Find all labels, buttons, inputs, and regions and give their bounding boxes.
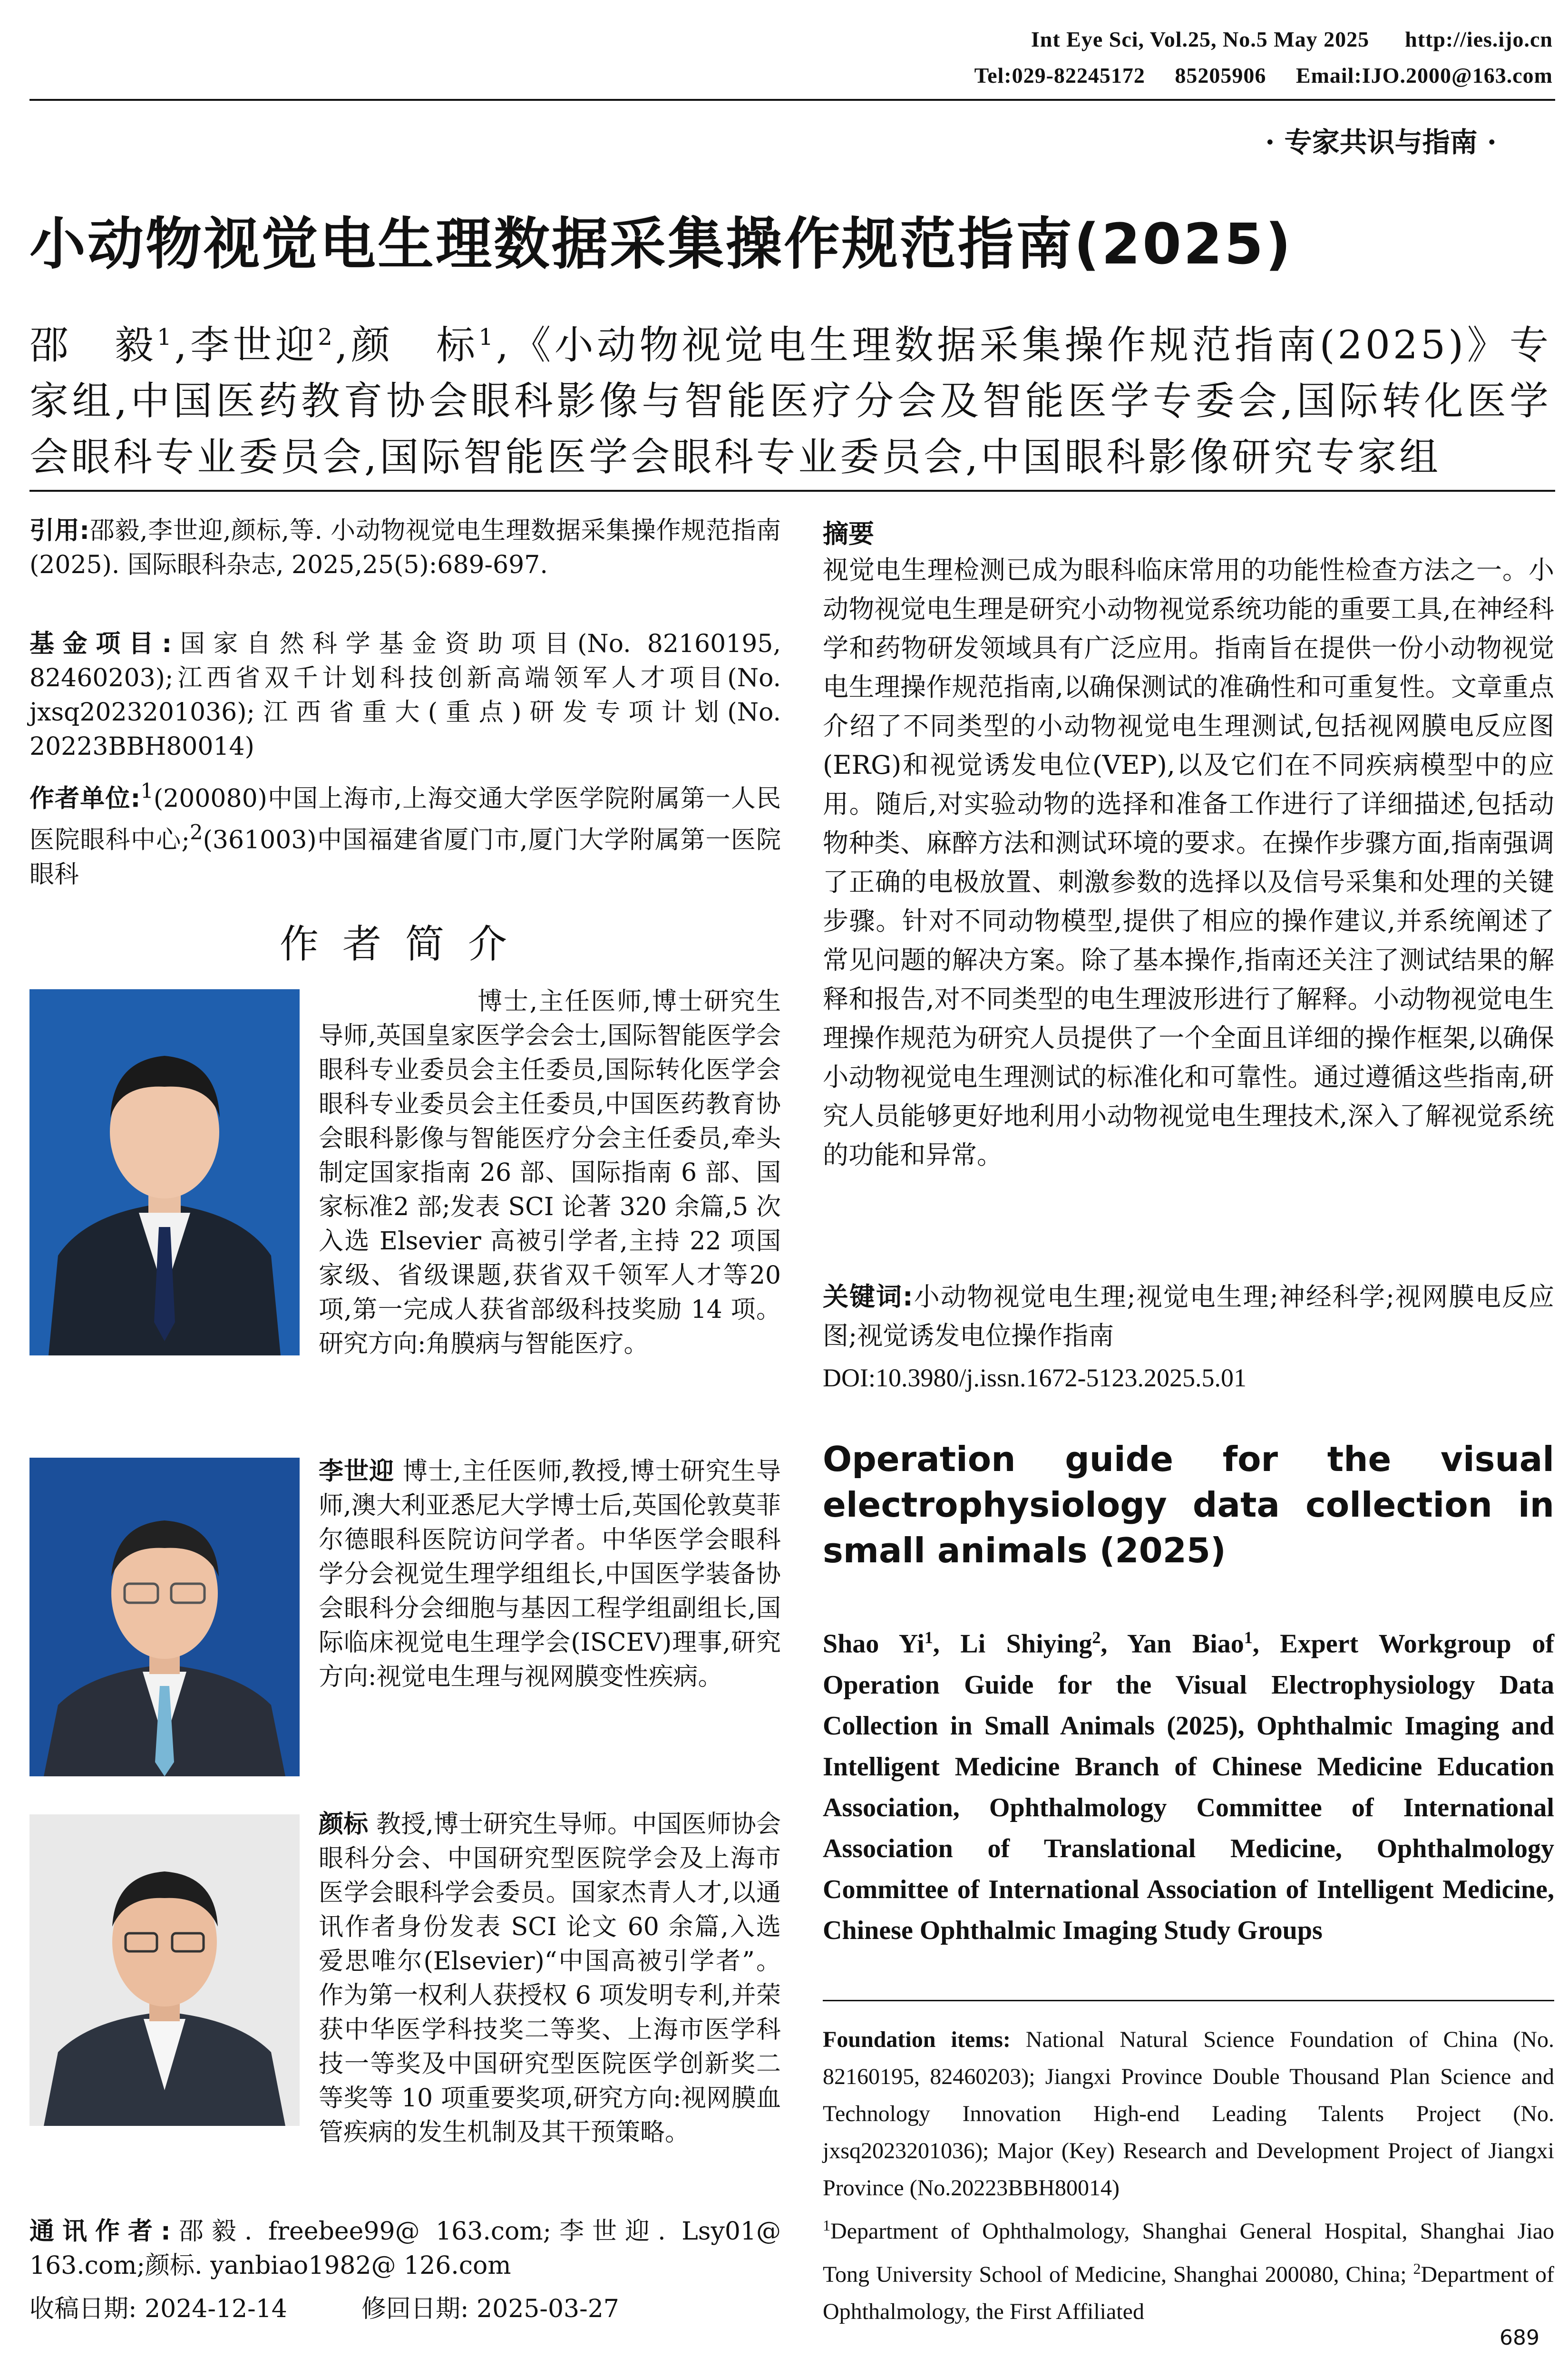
journal-header-line2: Tel:029-82245172 85205906 Email:IJO.2000@163.com [974, 63, 1553, 88]
header-rule [29, 99, 1555, 101]
received-date: 收稿日期: 2024-12-14 [29, 2295, 287, 2323]
author-1-affil: 1 [157, 324, 175, 351]
en-author-groups: , Expert Workgroup of Operation Guide for the Visual Electrophysiology Data Collection in Small Animals (2025), Ophthalmic Imaging and Intelligent Medicine Branch of Chinese Medicine Education Association, Ophthalmology Committee of International Association of Translational Medicine, Ophthalmology Committee of International Association of Intelligent Medicine, Chinese Ophthalmic Imaging Study Groups [823, 1629, 1554, 1945]
bio-yan-body: 教授,博士研究生导师。中国医师协会眼科分会、中国研究型医院学会及上海市医学会眼科学会委员。国家杰青人才,以通讯作者身份发表 SCI 论文 60 余篇,入选爱思唯尔(Elsevier)“中国高被引学者”。作为第一权利人获授权 6 项发明专利,并荣获中华医学科技奖二等奖、上海市医学科技一等奖及中国研究型医院医学创新奖二等奖等 10 项重要奖项,研究方向:视网膜血管疾病的发生机制及其干预策略。 [319, 1810, 781, 2147]
en-author-1-affil: 1 [924, 1628, 933, 1647]
bio-heading: 作者简介 [279, 922, 531, 967]
column-tag: · 专家共识与指南 · [1265, 126, 1497, 158]
english-title: Operation guide for the visual electrophysiology data collection in small animals (2025) [823, 1439, 1554, 1570]
paper-title: 小动物视觉电生理数据采集操作规范指南(2025) [29, 211, 1293, 277]
affiliation [29, 774, 781, 892]
bio-yan-name: 颜标 [319, 1810, 369, 1839]
bio-yan-flow [29, 1807, 781, 2150]
en-affil-sup-2: 2 [1413, 2260, 1421, 2277]
en-author-3: , Yan Biao [1101, 1629, 1244, 1659]
english-author-list [823, 1617, 1554, 1951]
en-author-3-affil: 1 [1244, 1628, 1253, 1647]
foundation-text: National Natural Science Foundation of China (No. 82160195, 82460203); Jiangxi Province Double Thousand Plan Science and Technology Innovation High-end Leading Talents Project (No. jxsq2023201036); Major (Key) Research and Development Project of Jiangxi Province (No.20223BBH80014) [823, 2027, 1554, 2201]
author-2-affil: 2 [318, 324, 335, 351]
correspondence [29, 2214, 781, 2283]
affiliation-label: 作者单位: [29, 784, 141, 813]
foundation-label: Foundation items: [823, 2027, 1011, 2052]
en-author-1: Shao Yi [823, 1629, 925, 1659]
affiliation-sup-2: 2 [190, 821, 203, 845]
author-3: ,颜 标 [335, 322, 479, 368]
author-2: ,李世迎 [174, 322, 318, 368]
citation [29, 514, 781, 582]
en-affil-text-1: Department of Ophthalmology, Shanghai General Hospital, Shanghai Jiao Tong University School of Medicine, Shanghai 200080, China; [823, 2219, 1554, 2287]
affiliation-text-1: (200080)中国上海市,上海交通大学医学院附属第一人民医院眼科中心; [29, 784, 781, 855]
revised-date: 修回日期: 2025-03-27 [361, 2295, 619, 2323]
funding-text: 国家自然科学基金资助项目(No. 82160195, 82460203);江西省双千计划科技创新高端领军人才项目(No. jxsq2023201036);江西省重大(重点)研发专项计划(No. 20223BBH80014) [29, 630, 781, 761]
author-1: 邵 毅 [29, 322, 157, 368]
citation-label: 引用: [29, 516, 90, 545]
english-foundation [823, 2021, 1554, 2330]
funding [29, 627, 781, 764]
doi: DOI:10.3980/j.issn.1672-5123.2025.5.01 [823, 1364, 1247, 1392]
funding-label: 基金项目: [29, 630, 172, 658]
affiliation-text-2: (361003)中国福建省厦门市,厦门大学附属第一医院眼科 [29, 826, 781, 889]
journal-header-line1: Int Eye Sci, Vol.25, No.5 May 2025 http://ies.ijo.cn [1031, 27, 1553, 51]
abstract-heading: 摘要 [823, 519, 874, 549]
author-list [29, 309, 1551, 486]
bio-shao-body: 博士,主任医师,博士研究生导师,英国皇家医学会会士,国际智能医学会眼科专业委员会主任委员,国际转化医学会眼科专业委员会主任委员,中国医药教育协会眼科影像与智能医疗分会主任委员,牵头制定国家指南 26 部、国际指南 6 部、国家标准2 部;发表 SCI 论著 320 余篇,5 次入选 Elsevier 高被引学者,主持 22 项国家级、省级课题,获省双千领军人才等20 项,第一完成人获省部级科技奖励 14 项。研究方向:角膜病与智能医疗。 [319, 987, 781, 1358]
keywords-text: 小动物视觉电生理;视觉电生理;神经科学;视网膜电反应图;视觉诱发电位操作指南 [823, 1282, 1554, 1351]
correspondence-text: 邵毅. freebee99@ 163.com;李世迎. Lsy01@ 163.com;颜标. yanbiao1982@ 126.com [29, 2217, 781, 2280]
bio-shao-flow [29, 984, 781, 1361]
en-affil-sup-1: 1 [823, 2217, 830, 2234]
author-3-affil: 1 [478, 324, 496, 351]
citation-text: 邵毅,李世迎,颜标,等. 小动物视觉电生理数据采集操作规范指南(2025). 国际眼科杂志, 2025,25(5):689-697. [29, 516, 781, 579]
author-photo-li [29, 1458, 300, 1776]
bio-li-text [319, 1454, 781, 1694]
en-author-2: , Li Shiying [933, 1629, 1092, 1659]
affiliation-sup-1: 1 [140, 779, 154, 803]
author-groups: ,《小动物视觉电生理数据采集操作规范指南(2025)》专家组,中国医药教育协会眼科影像与智能医疗分会及智能医学专委会,国际转化医学会眼科专业委员会,国际智能医学会眼科专业委员会,中国眼科影像研究专家组 [29, 322, 1551, 480]
keywords-label: 关键词: [823, 1282, 913, 1312]
abstract-text: 视觉电生理检测已成为眼科临床常用的功能性检查方法之一。小动物视觉电生理是研究小动物视觉系统功能的重要工具,在神经科学和药物研发领域具有广泛应用。指南旨在提供一份小动物视觉电生理操作规范指南,以确保测试的准确性和可重复性。文章重点介绍了不同类型的小动物视觉电生理测试,包括视网膜电反应图(ERG)和视觉诱发电位(VEP),以及它们在不同疾病模型中的应用。随后,对实验动物的选择和准备工作进行了详细描述,包括动物种类、麻醉方法和测试环境的要求。在操作步骤方面,指南强调了正确的电极放置、刺激参数的选择以及信号采集和处理的关键步骤。针对不同动物模型,提供了相应的操作建议,并系统阐述了常见问题的解决方案。除了基本操作,指南还关注了测试结果的解释和报告,对不同类型的电生理波形进行了解释。小动物视觉电生理操作规范为研究人员提供了一个全面且详细的操作框架,以确保小动物视觉电生理测试的标准化和可靠性。通过遵循这些指南,研究人员能够更好地利用小动物视觉电生理技术,深入了解视觉系统的功能和异常。 [823, 555, 1554, 1170]
english-section-rule [823, 2000, 1554, 2001]
en-affil-text-2: Department of Ophthalmology, the First Affiliated [823, 2262, 1554, 2324]
bio-li-name: 李世迎 [319, 1457, 395, 1486]
bio-li-body: 博士,主任医师,教授,博士研究生导师,澳大利亚悉尼大学博士后,英国伦敦莫菲尔德眼科医院访问学者。中华医学会眼科学分会视觉生理学组组长,中国医学装备协会眼科分会细胞与基因工程学组副组长,国际临床视觉电生理学会(ISCEV)理事,研究方向:视觉电生理与视网膜变性疾病。 [319, 1457, 781, 1691]
en-author-2-affil: 2 [1092, 1628, 1101, 1647]
abstract-label [823, 514, 874, 550]
correspondence-label: 通讯作者: [29, 2217, 171, 2246]
page-number: 689 [1500, 2326, 1539, 2350]
title-rule [29, 490, 1555, 492]
keywords [823, 1277, 1554, 1355]
